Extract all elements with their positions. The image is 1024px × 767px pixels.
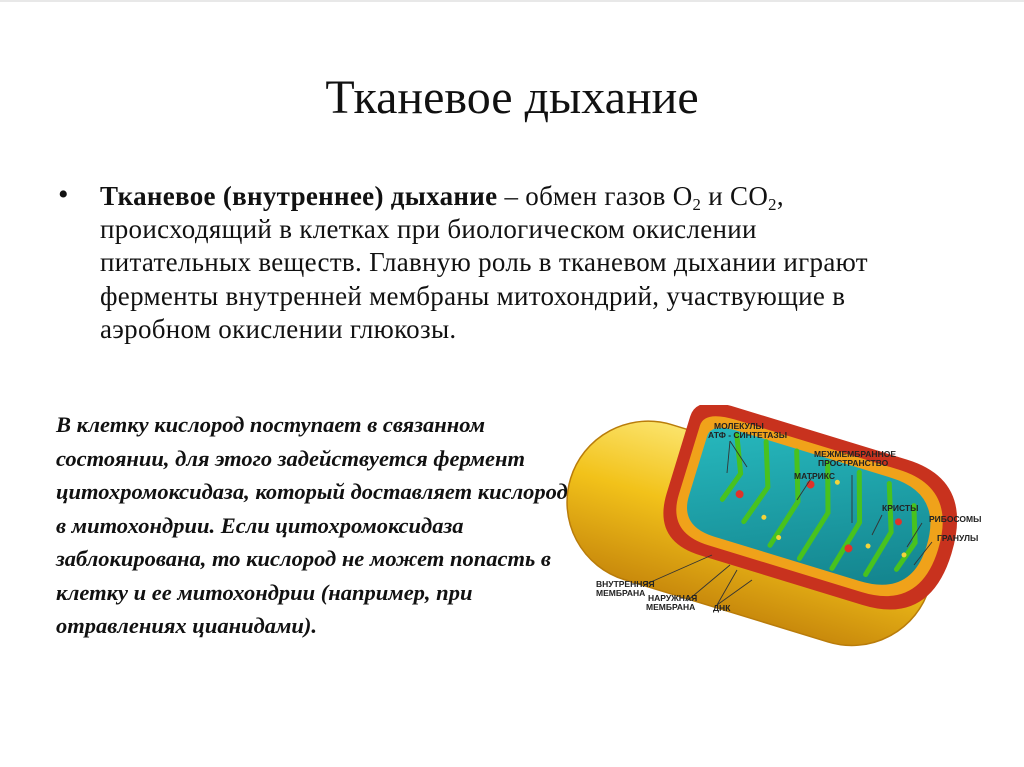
bullet-subscript-1: 2 xyxy=(692,195,702,215)
slide-top-border xyxy=(0,0,1024,2)
bullet-term: Тканевое (внутреннее) дыхание xyxy=(100,181,498,211)
label-atp-synthase-1: МОЛЕКУЛЫ xyxy=(714,421,764,431)
label-matrix: МАТРИКС xyxy=(794,471,835,481)
bullet-text-part-3: , происходящий в клетках при биологическом окислении питательных веществ. Главную роль в тканевом дыхании играют ферменты внутренней мембраны митохондрий, участвующие в аэробном окислении глюкозы. xyxy=(100,181,868,344)
mitochondrion-illustration xyxy=(552,405,982,665)
bullet-text-part-1: – обмен газов О xyxy=(497,181,693,211)
label-dna: ДНК xyxy=(713,603,731,613)
bullet-text-part-2: и СО xyxy=(701,181,769,211)
label-atp-synthase-2: АТФ - СИНТЕТАЗЫ xyxy=(708,430,788,440)
label-ribosomes: РИБОСОМЫ xyxy=(929,514,982,524)
label-inner-membrane-1: ВНУТРЕННЯЯ xyxy=(596,579,655,589)
mitochondrion-diagram xyxy=(552,405,982,665)
label-outer-membrane-1: НАРУЖНАЯ xyxy=(648,593,698,603)
bullet-text xyxy=(100,180,900,346)
label-inner-membrane-2: МЕМБРАНА xyxy=(596,588,646,598)
label-intermembrane-2: ПРОСТРАНСТВО xyxy=(818,458,889,468)
label-granules: ГРАНУЛЫ xyxy=(937,533,979,543)
note-paragraph: В клетку кислород поступает в связанном состоянии, для этого задействуется фермент цитохромоксидаза, который доставляет кислород в митохондрии. Если цитохромоксидаза заблокирована, то кислород не может попасть в клетку и ее митохондрии (например, при отравлениях цианидами). xyxy=(56,412,568,638)
label-intermembrane-1: МЕЖМЕМБРАННОЕ xyxy=(814,449,896,459)
slide-title: Тканевое дыхание xyxy=(325,71,699,124)
label-outer-membrane-2: МЕМБРАНА xyxy=(646,602,696,612)
label-cristae: КРИСТЫ xyxy=(882,503,919,513)
bullet-icon: • xyxy=(58,178,69,211)
bullet-subscript-2: 2 xyxy=(768,195,777,215)
